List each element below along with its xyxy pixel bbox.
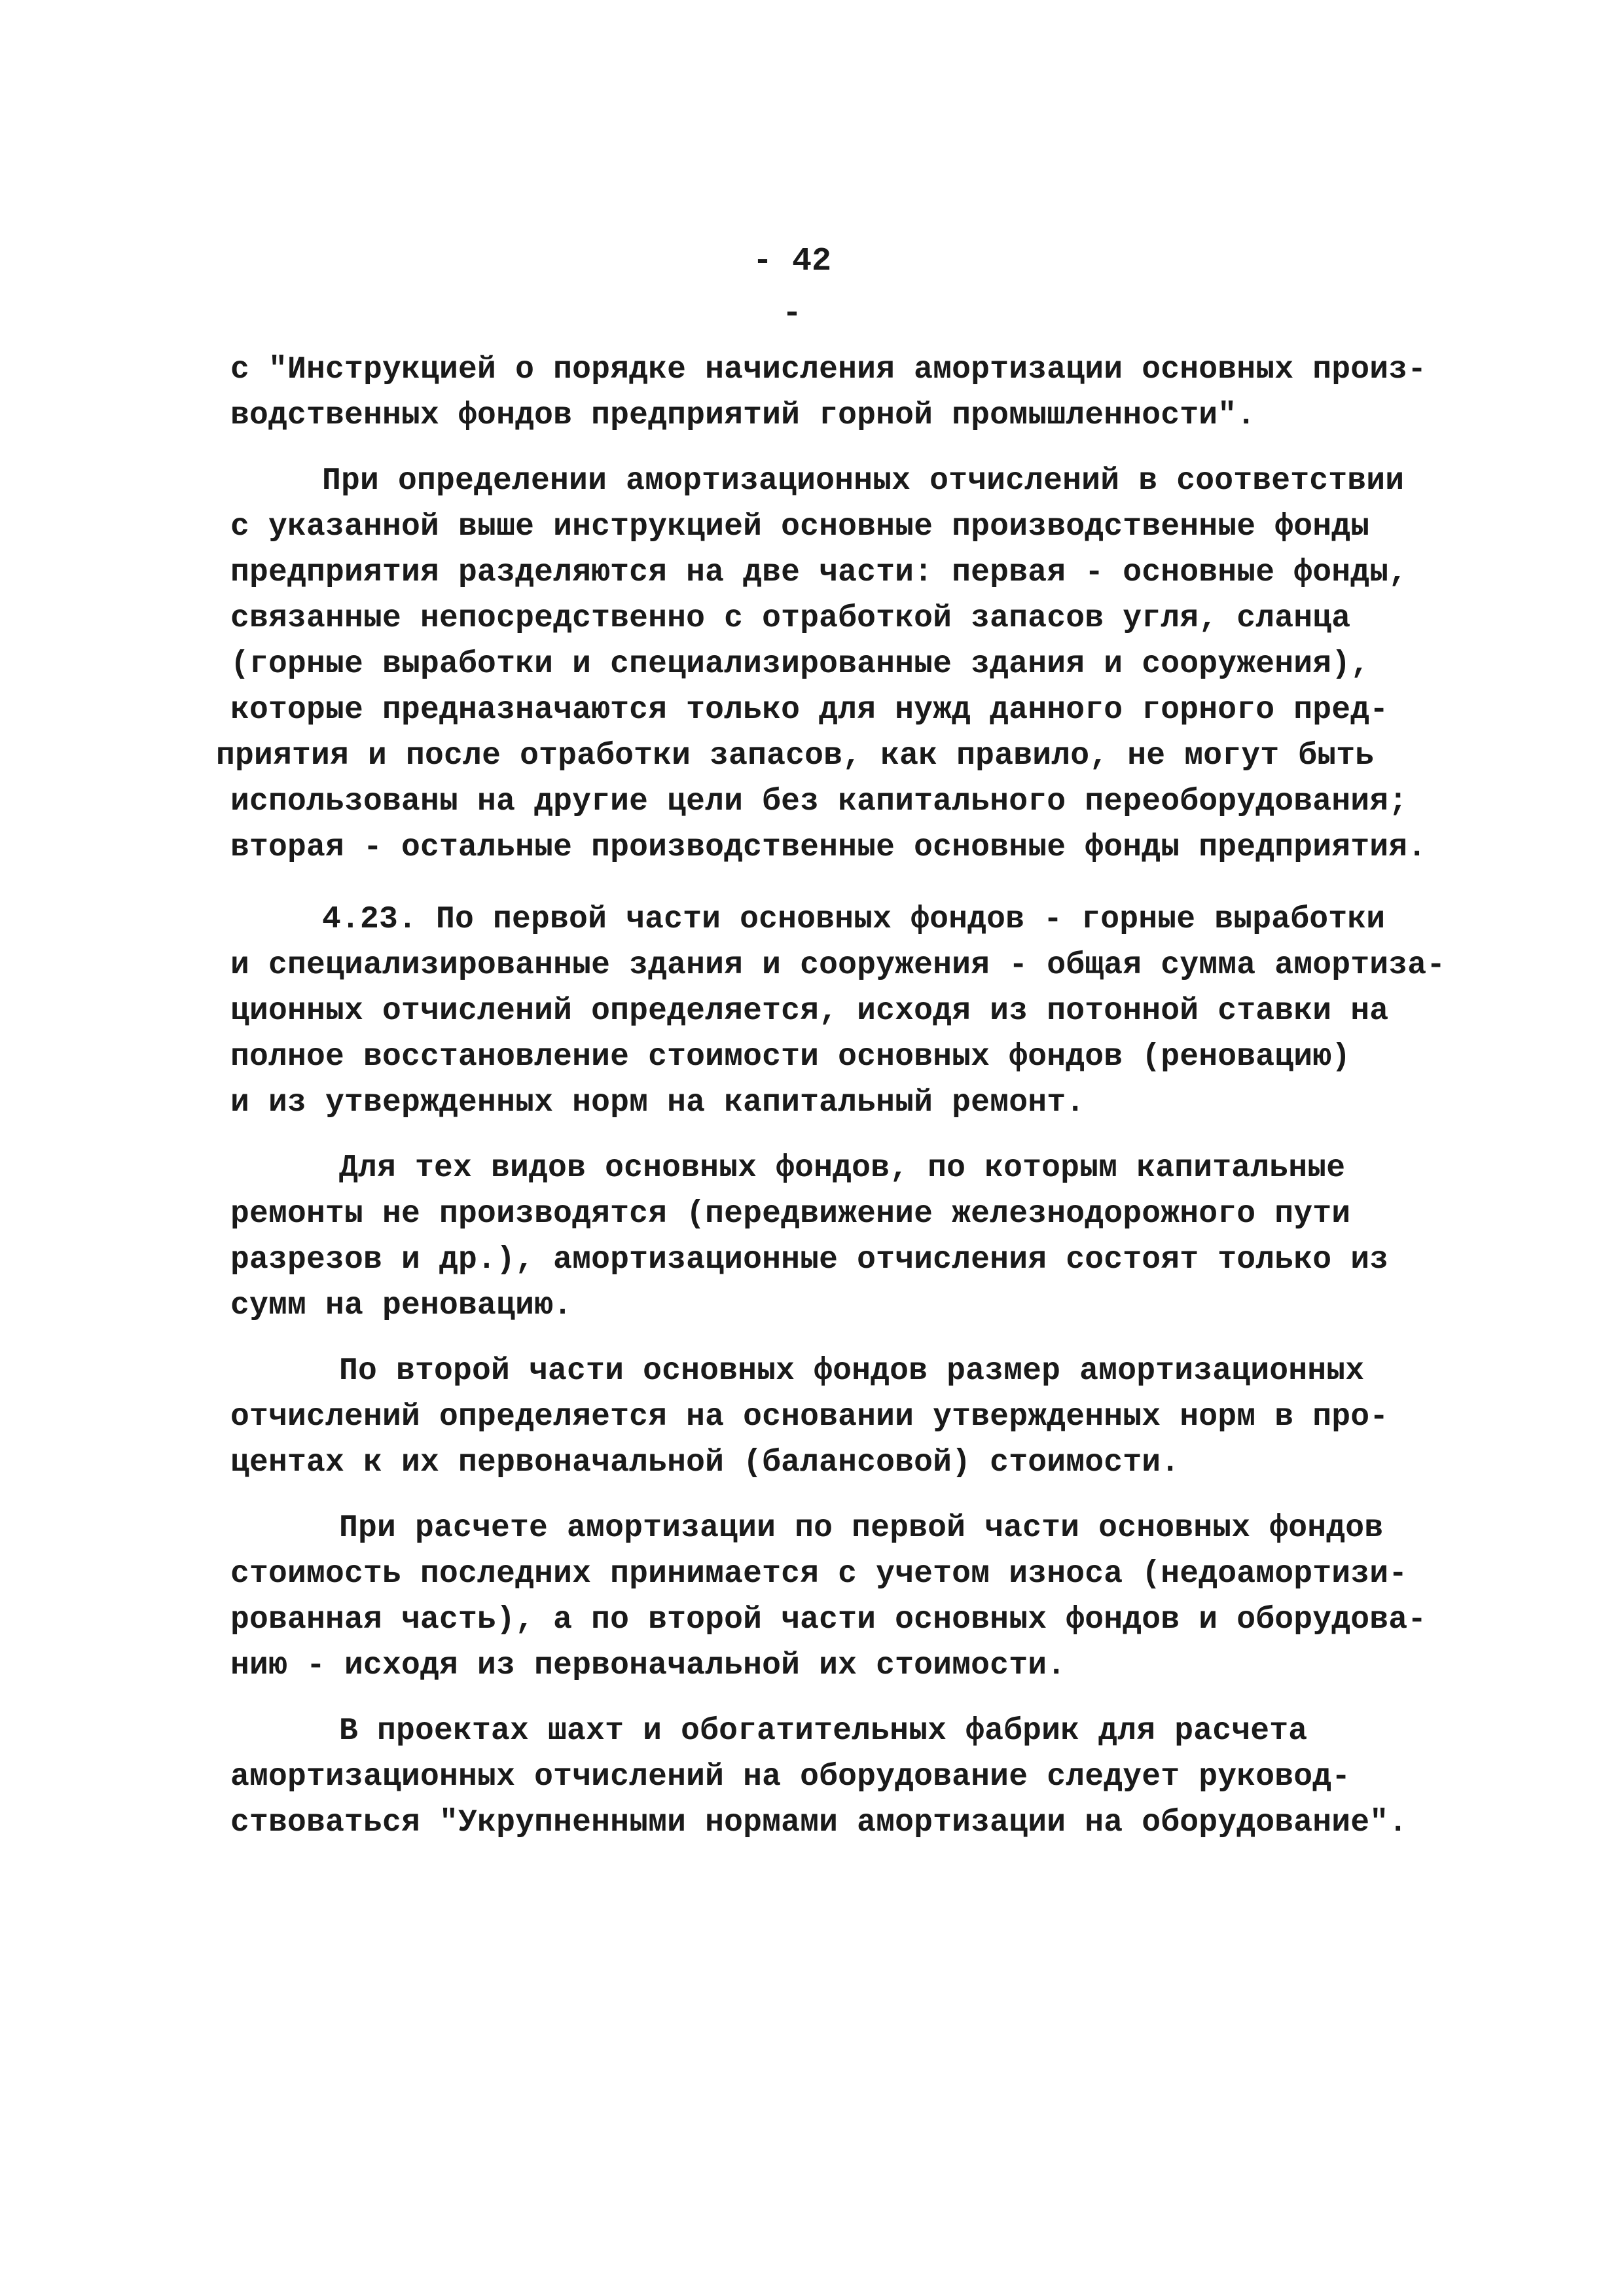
paragraph-6-line-1: При расчете амортизации по первой части основных фондов	[339, 1511, 1384, 1546]
paragraph-6-line-3: рованная часть), а по второй части основных фондов и оборудова-	[230, 1602, 1427, 1638]
paragraph-3-line-5: и из утвержденных норм на капитальный ремонт.	[230, 1085, 1085, 1121]
paragraph-1-line-1: с "Инструкцией о порядке начисления амортизации основных произ-	[230, 352, 1427, 387]
paragraph-3-line-1: 4.23. По первой части основных фондов - горные выработки	[322, 902, 1386, 937]
paragraph-3-line-2: и специализированные здания и сооружения - общая сумма амортиза-	[230, 948, 1446, 983]
paragraph-6-line-2: стоимость последних принимается с учетом износа (недоамортизи-	[230, 1556, 1408, 1592]
paragraph-4-line-3: разрезов и др.), амортизационные отчисления состоят только из	[230, 1242, 1389, 1278]
paragraph-5-line-1: По второй части основных фондов размер амортизационных	[339, 1354, 1365, 1389]
paragraph-6-line-4: нию - исходя из первоначальной их стоимости.	[230, 1648, 1066, 1683]
paragraph-3-line-3: ционных отчислений определяется, исходя из потонной ставки на	[230, 994, 1389, 1029]
paragraph-5-line-2: отчислений определяется на основании утвержденных норм в про-	[230, 1399, 1389, 1435]
paragraph-3-line-4: полное восстановление стоимости основных фондов (реновацию)	[230, 1039, 1351, 1075]
paragraph-2-line-9: вторая - остальные производственные основные фонды предприятия.	[230, 830, 1427, 865]
paragraph-4-line-1: Для тех видов основных фондов, по которым капитальные	[339, 1151, 1346, 1186]
paragraph-4-line-2: ремонты не производятся (передвижение железнодорожного пути	[230, 1196, 1351, 1232]
paragraph-2-line-7: приятия и после отработки запасов, как правило, не могут быть	[216, 738, 1375, 774]
paragraph-2-line-6: которые предназначаются только для нужд данного горного пред-	[230, 692, 1389, 728]
paragraph-2-line-2: с указанной выше инструкцией основные производственные фонды	[230, 509, 1370, 545]
paragraph-2-line-3: предприятия разделяются на две части: первая - основные фонды,	[230, 555, 1408, 590]
paragraph-2-line-4: связанные непосредственно с отработкой запасов угля, сланца	[230, 601, 1351, 636]
paragraph-7-line-2: амортизационных отчислений на оборудование следует руковод-	[230, 1759, 1351, 1795]
paragraph-7-line-3: ствоваться "Укрупненными нормами амортизации на оборудование".	[230, 1805, 1408, 1840]
paragraph-2-line-1: При определении амортизационных отчислений в соответствии	[322, 463, 1405, 499]
paragraph-5-line-3: центах к их первоначальной (балансовой) стоимости.	[230, 1445, 1180, 1480]
paragraph-4-line-4: сумм на реновацию.	[230, 1288, 573, 1323]
paragraph-7-line-1: В проектах шахт и обогатительных фабрик для расчета	[339, 1713, 1308, 1749]
paragraph-2-line-5: (горные выработки и специализированные здания и сооружения),	[230, 647, 1370, 682]
page-number: - 42 -	[752, 243, 832, 332]
paragraph-1-line-2: водственных фондов предприятий горной промышленности".	[230, 398, 1256, 433]
paragraph-2-line-8: использованы на другие цели без капитального переоборудования;	[230, 784, 1408, 819]
